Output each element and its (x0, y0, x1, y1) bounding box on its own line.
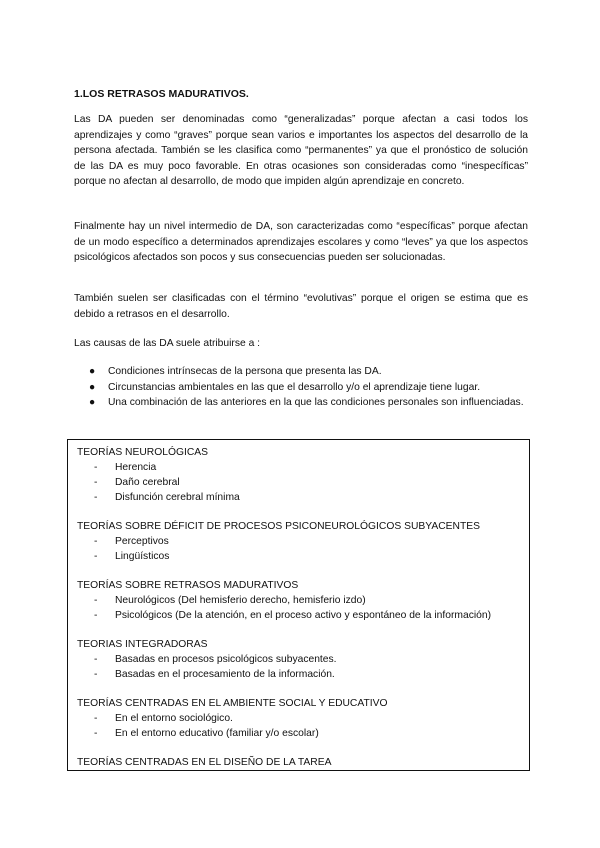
dash-icon: - (94, 669, 98, 680)
list-item (74, 395, 528, 411)
list-item (77, 711, 529, 726)
list-item (77, 608, 529, 623)
list-item (77, 475, 529, 490)
list-item (77, 534, 529, 549)
theory-items (77, 652, 529, 682)
list-item-text: Perceptivos (115, 536, 169, 547)
list-item-text: Circunstancias ambientales en las que el desarrollo y/o el aprendizaje tiene lugar. (108, 381, 481, 393)
dash-icon: - (94, 713, 98, 724)
theory-title: TEORÍAS SOBRE RETRASOS MADURATIVOS (77, 580, 299, 591)
dash-icon: - (94, 551, 98, 562)
dash-icon: - (94, 536, 98, 547)
dash-icon: - (94, 654, 98, 665)
list-item (74, 380, 528, 396)
list-item-text: Una combinación de las anteriores en la que las condiciones personales son influenciadas. (108, 397, 524, 408)
theory-group-integradoras (77, 637, 529, 682)
dash-icon: - (94, 477, 98, 488)
bullet-icon: ● (89, 397, 96, 408)
theory-title: TEORÍAS CENTRADAS EN EL AMBIENTE SOCIAL Y EDUCATIVO (77, 698, 388, 709)
list-item (77, 652, 529, 667)
list-item-text: Disfunción cerebral mínima (115, 492, 240, 503)
section-heading: 1.LOS RETRASOS MADURATIVOS. (74, 88, 249, 100)
dash-icon: - (94, 492, 98, 503)
bullet-icon: ● (89, 381, 96, 393)
theory-group-tarea (77, 755, 529, 770)
paragraph-especificas: Finalmente hay un nivel intermedio de DA, son caracterizadas como “específicas” porque afectan de un modo específico a determinados aprendizajes escolares y como “leves” ya que los aspectos psicológicos afectados son pocos y sus consecuencias pueden ser solucionadas. (74, 221, 528, 263)
theory-title: TEORIAS INTEGRADORAS (77, 639, 208, 650)
theory-title: TEORÍAS SOBRE DÉFICIT DE PROCESOS PSICONEUROLÓGICOS SUBYACENTES (77, 521, 480, 532)
list-item-text: Daño cerebral (115, 477, 180, 488)
list-item (77, 593, 529, 608)
list-item-text: Basadas en procesos psicológicos subyacentes. (115, 654, 337, 665)
list-item-text: Lingüísticos (115, 551, 170, 562)
list-item-text: Herencia (115, 462, 157, 473)
theories-box (67, 439, 530, 771)
list-item (74, 364, 528, 380)
dash-icon: - (94, 595, 98, 606)
theory-items (77, 460, 529, 505)
list-item-text: Basadas en el procesamiento de la información. (115, 669, 335, 680)
dash-icon: - (94, 462, 98, 473)
list-item (77, 490, 529, 505)
theory-title: TEORÍAS NEUROLÓGICAS (77, 447, 209, 458)
paragraph-causas-intro: Las causas de las DA suele atribuirse a : (74, 338, 261, 349)
list-item (77, 726, 529, 741)
theory-items (77, 593, 529, 623)
dash-icon: - (94, 610, 98, 621)
list-item-text: En el entorno sociológico. (115, 713, 233, 724)
theory-items (77, 711, 529, 741)
list-item (77, 667, 529, 682)
paragraph-generalizadas: Las DA pueden ser denominadas como “generalizadas” porque afectan a casi todos los aprendizajes y como “graves” porque sean varios e importantes los aspectos del desarrollo de la persona afectada. También se les clasifica como “permanentes” ya que el pronóstico de solución de las DA es muy poco favorable. En otras ocasiones son consideradas como “inespecíficas” porque no afectan al desarrollo, de modo que impiden algún aprendizaje en concreto. (74, 114, 528, 187)
bullet-icon: ● (89, 366, 96, 377)
list-item (77, 549, 529, 564)
theory-group-neurologicas (77, 445, 529, 505)
paragraph-evolutivas: También suelen ser clasificadas con el término “evolutivas” porque el origen se estima que es debido a retrasos en el desarrollo. (74, 293, 528, 320)
causes-list (74, 364, 528, 411)
theory-group-deficit (77, 519, 529, 564)
theory-group-ambiente (77, 696, 529, 741)
theory-group-retrasos (77, 578, 529, 623)
list-item-text: Condiciones intrínsecas de la persona que presenta las DA. (108, 366, 382, 377)
list-item (77, 460, 529, 475)
theory-items (77, 534, 529, 564)
theory-title: TEORÍAS CENTRADAS EN EL DISEÑO DE LA TAREA (77, 757, 332, 768)
list-item-text: En el entorno educativo (familiar y/o escolar) (115, 728, 319, 739)
list-item-text: Psicológicos (De la atención, en el proceso activo y espontáneo de la información) (115, 610, 492, 621)
dash-icon: - (94, 728, 98, 739)
list-item-text: Neurológicos (Del hemisferio derecho, hemisferio izdo) (115, 595, 366, 606)
